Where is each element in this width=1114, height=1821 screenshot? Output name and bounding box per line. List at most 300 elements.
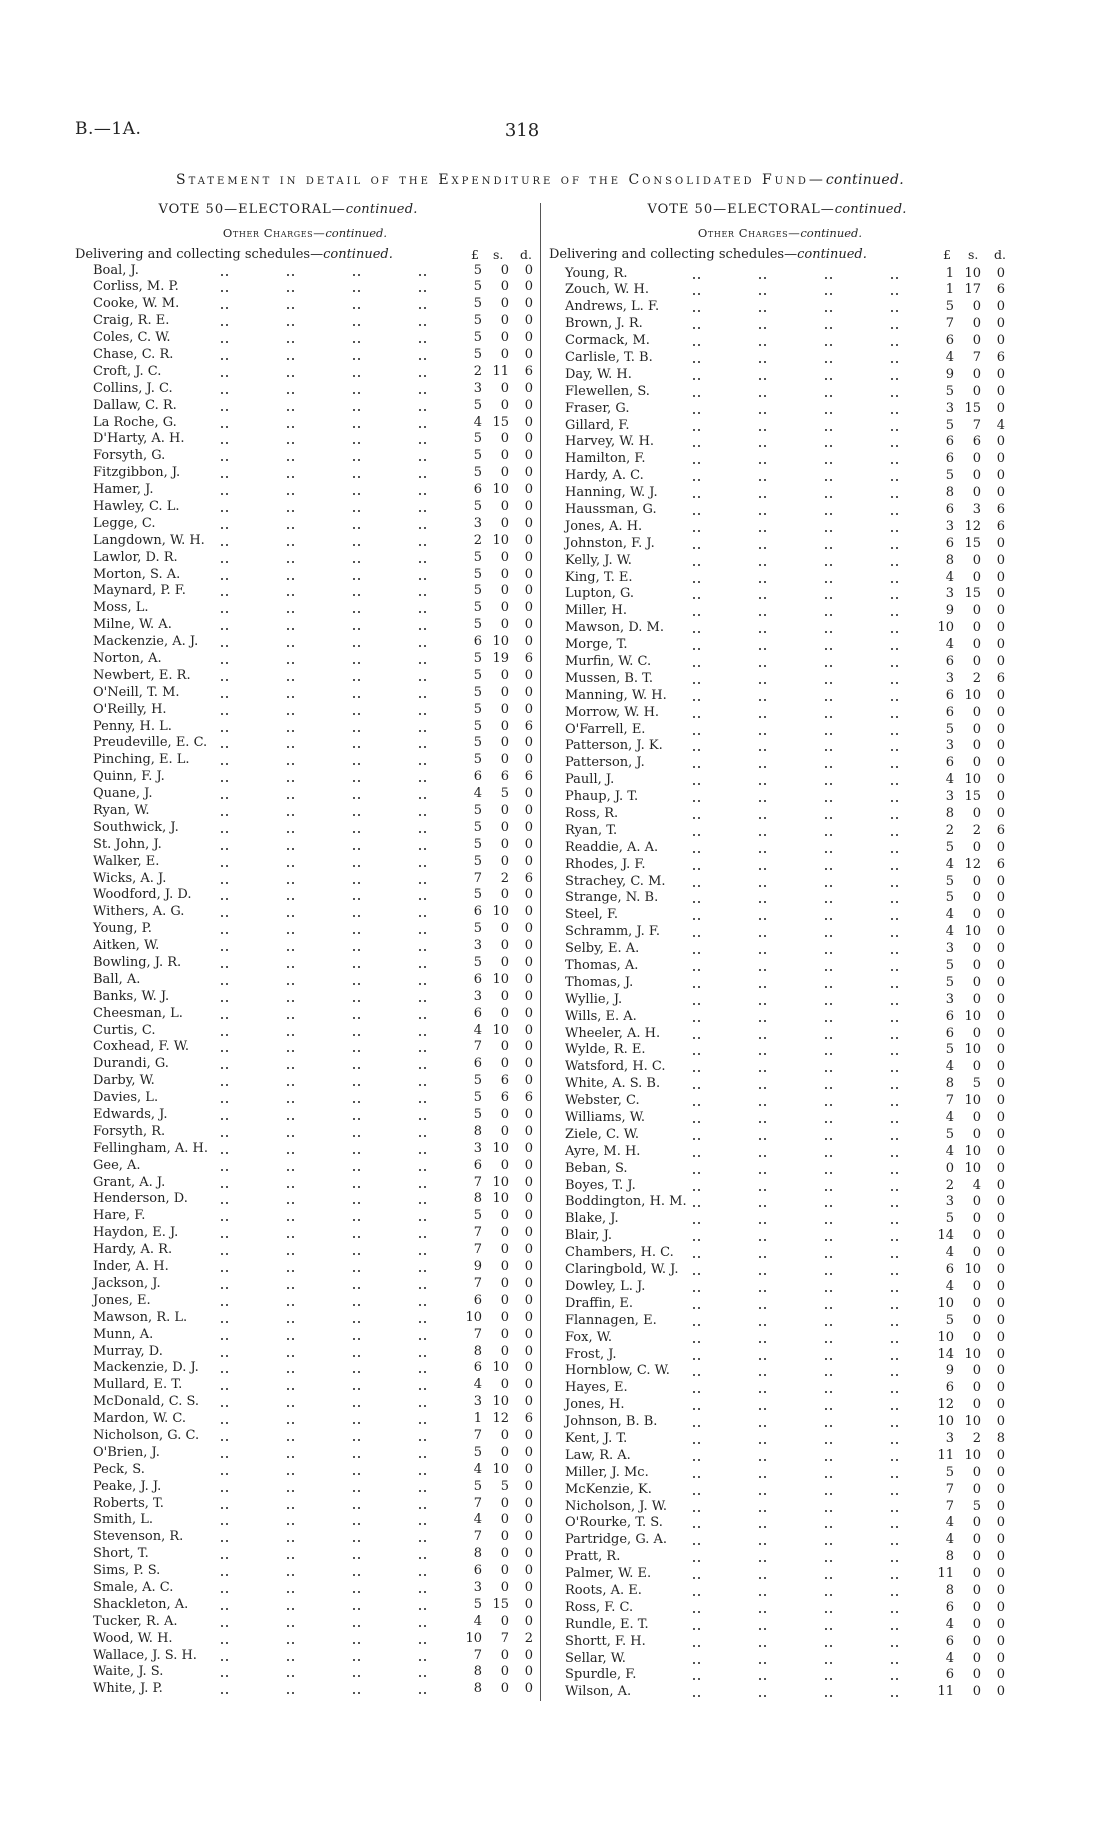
table-row [565,1178,1010,1195]
amount-shillings: 0 [972,451,981,467]
amount-shillings: 4 [972,1177,981,1193]
amount-pence: 0 [996,1093,1005,1109]
amount-pounds: 7 [945,1481,954,1497]
amount-pence: 0 [524,1242,533,1258]
payee-name: Patterson, J. K. [565,738,667,753]
amount-pence: 0 [524,1495,533,1511]
payee-name: St. John, J. [93,837,166,852]
amount-pence: 0 [524,313,533,329]
amount-pence: 0 [996,620,1005,636]
leader-dots [215,1422,435,1424]
amount-pence: 4 [996,417,1005,433]
amount-shillings: 0 [972,1684,981,1700]
leader-dots [687,1307,907,1309]
amount-shillings: 0 [972,637,981,653]
payee-name: Darby, W. [93,1073,159,1088]
leader-dots [215,763,435,765]
amount-pence: 0 [996,1329,1005,1345]
leader-dots [215,662,435,664]
payee-name: Coxhead, F. W. [93,1039,193,1054]
amount-pounds: 7 [473,870,482,886]
amount-shillings: 0 [500,1039,509,1055]
payee-name: O'Neill, T. M. [93,685,184,700]
amount-shillings: 2 [500,870,509,886]
table-row [93,1327,538,1344]
amount-pounds: 7 [945,1093,954,1109]
payee-name: Coles, C. W. [93,330,175,345]
payee-name: Thomas, A. [565,958,642,973]
payee-name: Hardy, A. R. [93,1242,176,1257]
amount-shillings: 11 [492,363,509,379]
amount-pounds: 7 [473,1529,482,1545]
amount-shillings: 0 [500,296,509,312]
leader-dots [687,1594,907,1596]
amount-pence: 0 [524,465,533,481]
table-row [565,468,1010,485]
table-row [93,1039,538,1056]
table-row [565,350,1010,367]
payee-name: Fox, W. [565,1330,616,1345]
payee-name: Fraser, G. [565,401,633,416]
amount-pence: 0 [996,485,1005,501]
amount-pence: 0 [524,1140,533,1156]
amount-pounds: 3 [945,991,954,1007]
amount-pence: 0 [996,1126,1005,1142]
table-row [93,1141,538,1158]
amount-pence: 0 [996,1667,1005,1683]
amount-shillings: 0 [500,1259,509,1275]
amount-shillings: 10 [964,924,981,940]
amount-pence: 0 [996,1515,1005,1531]
amount-pence: 0 [996,721,1005,737]
amount-pounds: 8 [473,1664,482,1680]
leader-dots [215,1439,435,1441]
amount-shillings: 0 [972,1599,981,1615]
table-row [93,921,538,938]
leader-dots [687,1577,907,1579]
amount-pounds: 5 [473,803,482,818]
leader-dots [215,307,435,309]
amount-pounds: 3 [473,1394,482,1410]
amount-pence: 0 [996,586,1005,602]
table-row [93,263,538,280]
leader-dots [687,733,907,735]
payee-name: Durandi, G. [93,1056,173,1071]
amount-pence: 0 [524,752,533,768]
table-row [565,1110,1010,1127]
table-row [565,1617,1010,1634]
amount-pounds: 4 [945,1110,954,1126]
table-row [93,1006,538,1023]
payee-name: Hare, F. [93,1208,149,1223]
amount-pounds: 10 [937,1414,954,1430]
amount-shillings: 0 [972,1566,981,1582]
payee-name: Hawley, C. L. [93,499,183,514]
amount-pence: 0 [996,687,1005,703]
leader-dots [215,1253,435,1255]
leader-dots [687,817,907,819]
table-row [93,871,538,888]
payee-name: Quane, J. [93,786,156,801]
table-row [93,1090,538,1107]
amount-pence: 0 [996,1532,1005,1548]
amount-pounds: 5 [473,735,482,751]
amount-pounds: 3 [945,518,954,534]
leader-dots [215,1608,435,1610]
amount-pounds: 6 [945,1380,954,1396]
payee-name: Dallaw, C. R. [93,398,181,413]
payee-name: Nicholson, G. C. [93,1428,203,1443]
table-row [93,1377,538,1394]
amount-pence: 6 [524,718,533,734]
leader-dots [215,865,435,867]
payee-name: Banks, W. J. [93,989,173,1004]
amount-shillings: 10 [492,634,509,650]
amount-shillings: 0 [972,941,981,957]
amount-pounds: 7 [473,1427,482,1443]
amount-pounds: 4 [473,1512,482,1528]
amount-pence: 0 [996,1245,1005,1261]
amount-shillings: 0 [500,938,509,954]
amount-pounds: 8 [473,1123,482,1139]
leader-dots [215,628,435,630]
right-section-continued: continued. [800,226,863,240]
amount-shillings: 0 [500,752,509,768]
leader-dots [215,510,435,512]
amount-pounds: 4 [945,1532,954,1548]
amount-pence: 0 [524,938,533,954]
amount-shillings: 5 [972,1076,981,1092]
table-row [565,1245,1010,1262]
amount-pounds: 5 [473,262,482,278]
amount-pounds: 8 [473,1343,482,1359]
amount-pounds: 7 [473,1275,482,1291]
amount-pence: 0 [524,1343,533,1359]
payee-name: Craig, R. E. [93,313,173,328]
leader-dots [687,952,907,954]
amount-shillings: 0 [500,583,509,599]
amount-pence: 0 [996,569,1005,585]
amount-shillings: 0 [500,1275,509,1291]
table-row [93,735,538,752]
amount-pounds: 4 [945,1245,954,1261]
amount-pence: 0 [524,819,533,835]
payee-name: McKenzie, K. [565,1482,656,1497]
amount-pence: 0 [996,1076,1005,1092]
payee-name: King, T. E. [565,570,636,585]
amount-shillings: 12 [964,856,981,872]
left-subheading-text: Delivering and collecting schedules— [75,247,324,262]
table-row [93,431,538,448]
amount-shillings: 0 [500,1309,509,1325]
amount-shillings: 0 [500,313,509,329]
table-row [565,1076,1010,1093]
table-row [565,434,1010,451]
right-vote-title: VOTE 50—ELECTORAL— [647,202,835,217]
left-col-pence-header: d. [520,247,532,262]
table-row [93,482,538,499]
table-row [93,651,538,668]
payee-name: Quinn, F. J. [93,769,169,784]
table-row [565,1431,1010,1448]
payee-name: Thomas, J. [565,975,637,990]
amount-shillings: 10 [492,1140,509,1156]
amount-shillings: 0 [972,839,981,855]
amount-pence: 6 [524,870,533,886]
table-row [565,840,1010,857]
amount-pence: 0 [996,299,1005,315]
leader-dots [687,327,907,329]
leader-dots [215,1084,435,1086]
payee-name: Miller, J. Mc. [565,1465,653,1480]
table-row [93,1158,538,1175]
amount-pounds: 3 [945,1194,954,1210]
amount-shillings: 0 [972,755,981,771]
amount-shillings: 0 [972,1245,981,1261]
leader-dots [687,1695,907,1697]
table-row [93,1124,538,1141]
left-vote-heading [138,202,438,217]
amount-pounds: 5 [945,468,954,484]
amount-pence: 0 [524,1191,533,1207]
leader-dots [215,1169,435,1171]
table-row [565,485,1010,502]
leader-dots [687,665,907,667]
amount-shillings: 0 [972,333,981,349]
amount-pounds: 5 [945,890,954,906]
amount-shillings: 0 [500,380,509,396]
amount-pounds: 0 [945,1160,954,1176]
table-row [93,719,538,736]
table-row [93,1614,538,1631]
payee-name: Gillard, F. [565,418,634,433]
table-row [93,313,538,330]
table-row [565,1026,1010,1043]
table-row [93,1056,538,1073]
payee-name: Blake, J. [565,1211,623,1226]
amount-pence: 0 [996,1414,1005,1430]
amount-pence: 0 [996,1684,1005,1700]
amount-pounds: 10 [937,1295,954,1311]
amount-pence: 0 [524,498,533,514]
amount-shillings: 0 [500,667,509,683]
amount-pounds: 5 [473,853,482,869]
table-row [93,364,538,381]
payee-name: Lupton, G. [565,586,638,601]
payee-name: La Roche, G. [93,415,181,430]
amount-pounds: 5 [473,1208,482,1224]
table-row [565,1144,1010,1161]
amount-pence: 0 [996,1363,1005,1379]
amount-pence: 0 [524,1259,533,1275]
payee-name: Pinching, E. L. [93,752,194,767]
amount-pence: 0 [524,1208,533,1224]
amount-pence: 0 [524,803,533,818]
amount-shillings: 0 [972,1110,981,1126]
amount-pence: 0 [524,397,533,413]
payee-name: Ayre, M. H. [565,1144,644,1159]
right-col-pence-header: d. [994,247,1006,262]
amount-pence: 0 [996,333,1005,349]
table-row [93,583,538,600]
amount-pence: 0 [524,380,533,396]
amount-pence: 0 [996,738,1005,754]
amount-pounds: 6 [473,1563,482,1579]
amount-pence: 2 [524,1630,533,1646]
amount-pence: 0 [524,566,533,582]
amount-pounds: 14 [937,1346,954,1362]
amount-shillings: 10 [964,1008,981,1024]
amount-pence: 0 [996,637,1005,653]
amount-shillings: 0 [500,1242,509,1258]
right-vote-heading [627,202,927,217]
table-row [565,451,1010,468]
amount-pence: 0 [524,279,533,295]
amount-pence: 0 [996,1295,1005,1311]
amount-pounds: 6 [473,634,482,650]
amount-shillings: 0 [500,498,509,514]
payee-name: Shackleton, A. [93,1597,192,1612]
amount-pence: 0 [524,887,533,903]
table-row [93,617,538,634]
amount-shillings: 6 [500,769,509,785]
left-vote-continued: continued. [345,202,418,217]
right-col-shillings-header: s. [968,247,979,262]
amount-pounds: 6 [945,1599,954,1615]
payee-name: O'Farrell, E. [565,722,649,737]
leader-dots [687,1442,907,1444]
amount-shillings: 0 [500,1157,509,1173]
payee-name: Boal, J. [93,263,143,278]
table-row [93,1462,538,1479]
payee-name: Schramm, J. F. [565,924,664,939]
statement-title [100,172,980,188]
amount-pence: 0 [996,383,1005,399]
payee-name: Webster, C. [565,1093,644,1108]
payee-name: Frost, J. [565,1347,621,1362]
amount-pounds: 7 [473,1174,482,1190]
table-row [93,550,538,567]
amount-shillings: 0 [972,1278,981,1294]
leader-dots [687,969,907,971]
table-row [565,603,1010,620]
amount-pence: 0 [524,988,533,1004]
leader-dots [215,679,435,681]
amount-pounds: 5 [473,431,482,447]
table-row [565,772,1010,789]
left-col-pounds-header: £ [471,247,479,262]
amount-pence: 0 [524,1579,533,1595]
payee-name: Ross, F. C. [565,1600,637,1615]
leader-dots [687,496,907,498]
payee-name: Haydon, E. J. [93,1225,182,1240]
payee-name: Langdown, W. H. [93,533,209,548]
amount-shillings: 0 [500,1613,509,1629]
payee-name: Boddington, H. M. [565,1194,691,1209]
amount-pence: 6 [996,349,1005,365]
table-row [93,465,538,482]
table-row [565,1414,1010,1431]
table-row [565,755,1010,772]
document-reference: B.—1A. [75,119,142,139]
amount-pounds: 10 [937,620,954,636]
table-row [93,330,538,347]
amount-pounds: 6 [945,755,954,771]
payee-name: Smith, L. [93,1512,157,1527]
amount-shillings: 0 [500,1292,509,1308]
leader-dots [215,1304,435,1306]
amount-pounds: 4 [945,1616,954,1632]
amount-pence: 0 [524,431,533,447]
table-row [565,1262,1010,1279]
amount-pence: 0 [524,600,533,616]
table-row [565,502,1010,519]
amount-pounds: 5 [473,330,482,346]
right-subheading [549,247,867,262]
payee-name: Young, R. [565,266,632,281]
leader-dots [687,1121,907,1123]
amount-shillings: 0 [500,1681,509,1697]
leader-dots [687,462,907,464]
amount-pounds: 5 [945,299,954,315]
leader-dots [687,1037,907,1039]
amount-pence: 0 [996,265,1005,281]
payee-name: White, A. S. B. [565,1076,664,1091]
table-row [565,1600,1010,1617]
amount-pence: 0 [996,772,1005,788]
amount-shillings: 0 [500,330,509,346]
table-row [93,1175,538,1192]
amount-pounds: 7 [473,1242,482,1258]
leader-dots [215,1338,435,1340]
amount-pounds: 5 [473,1596,482,1612]
leader-dots [687,1172,907,1174]
payee-name: Beban, S. [565,1161,632,1176]
amount-pence: 0 [524,1073,533,1089]
payee-name: Partridge, G. A. [565,1532,671,1547]
amount-shillings: 10 [492,1360,509,1376]
amount-pounds: 5 [473,296,482,312]
amount-pence: 0 [524,1326,533,1342]
amount-shillings: 0 [972,1616,981,1632]
amount-pence: 0 [524,1107,533,1123]
table-row [565,1532,1010,1549]
right-subheading-continued: continued. [797,247,867,262]
payee-name: Hamer, J. [93,482,158,497]
payee-name: Grant, A. J. [93,1175,169,1190]
amount-pounds: 5 [473,667,482,683]
amount-shillings: 15 [964,400,981,416]
amount-pence: 0 [996,806,1005,821]
payee-name: Southwick, J. [93,820,183,835]
amount-pounds: 6 [473,1056,482,1072]
leader-dots [215,527,435,529]
leader-dots [687,1358,907,1360]
leader-dots [687,1628,907,1630]
table-row [93,398,538,415]
payee-name: Woodford, J. D. [93,887,195,902]
amount-pounds: 5 [473,346,482,362]
amount-shillings: 0 [500,1427,509,1443]
leader-dots [215,324,435,326]
payee-name: White, J. P. [93,1681,167,1696]
amount-shillings: 0 [500,279,509,295]
payee-name: Aitken, W. [93,938,163,953]
right-section-title: Other Charges— [697,226,801,240]
leader-dots [215,1236,435,1238]
leader-dots [215,1270,435,1272]
payee-name: Forsyth, G. [93,448,169,463]
